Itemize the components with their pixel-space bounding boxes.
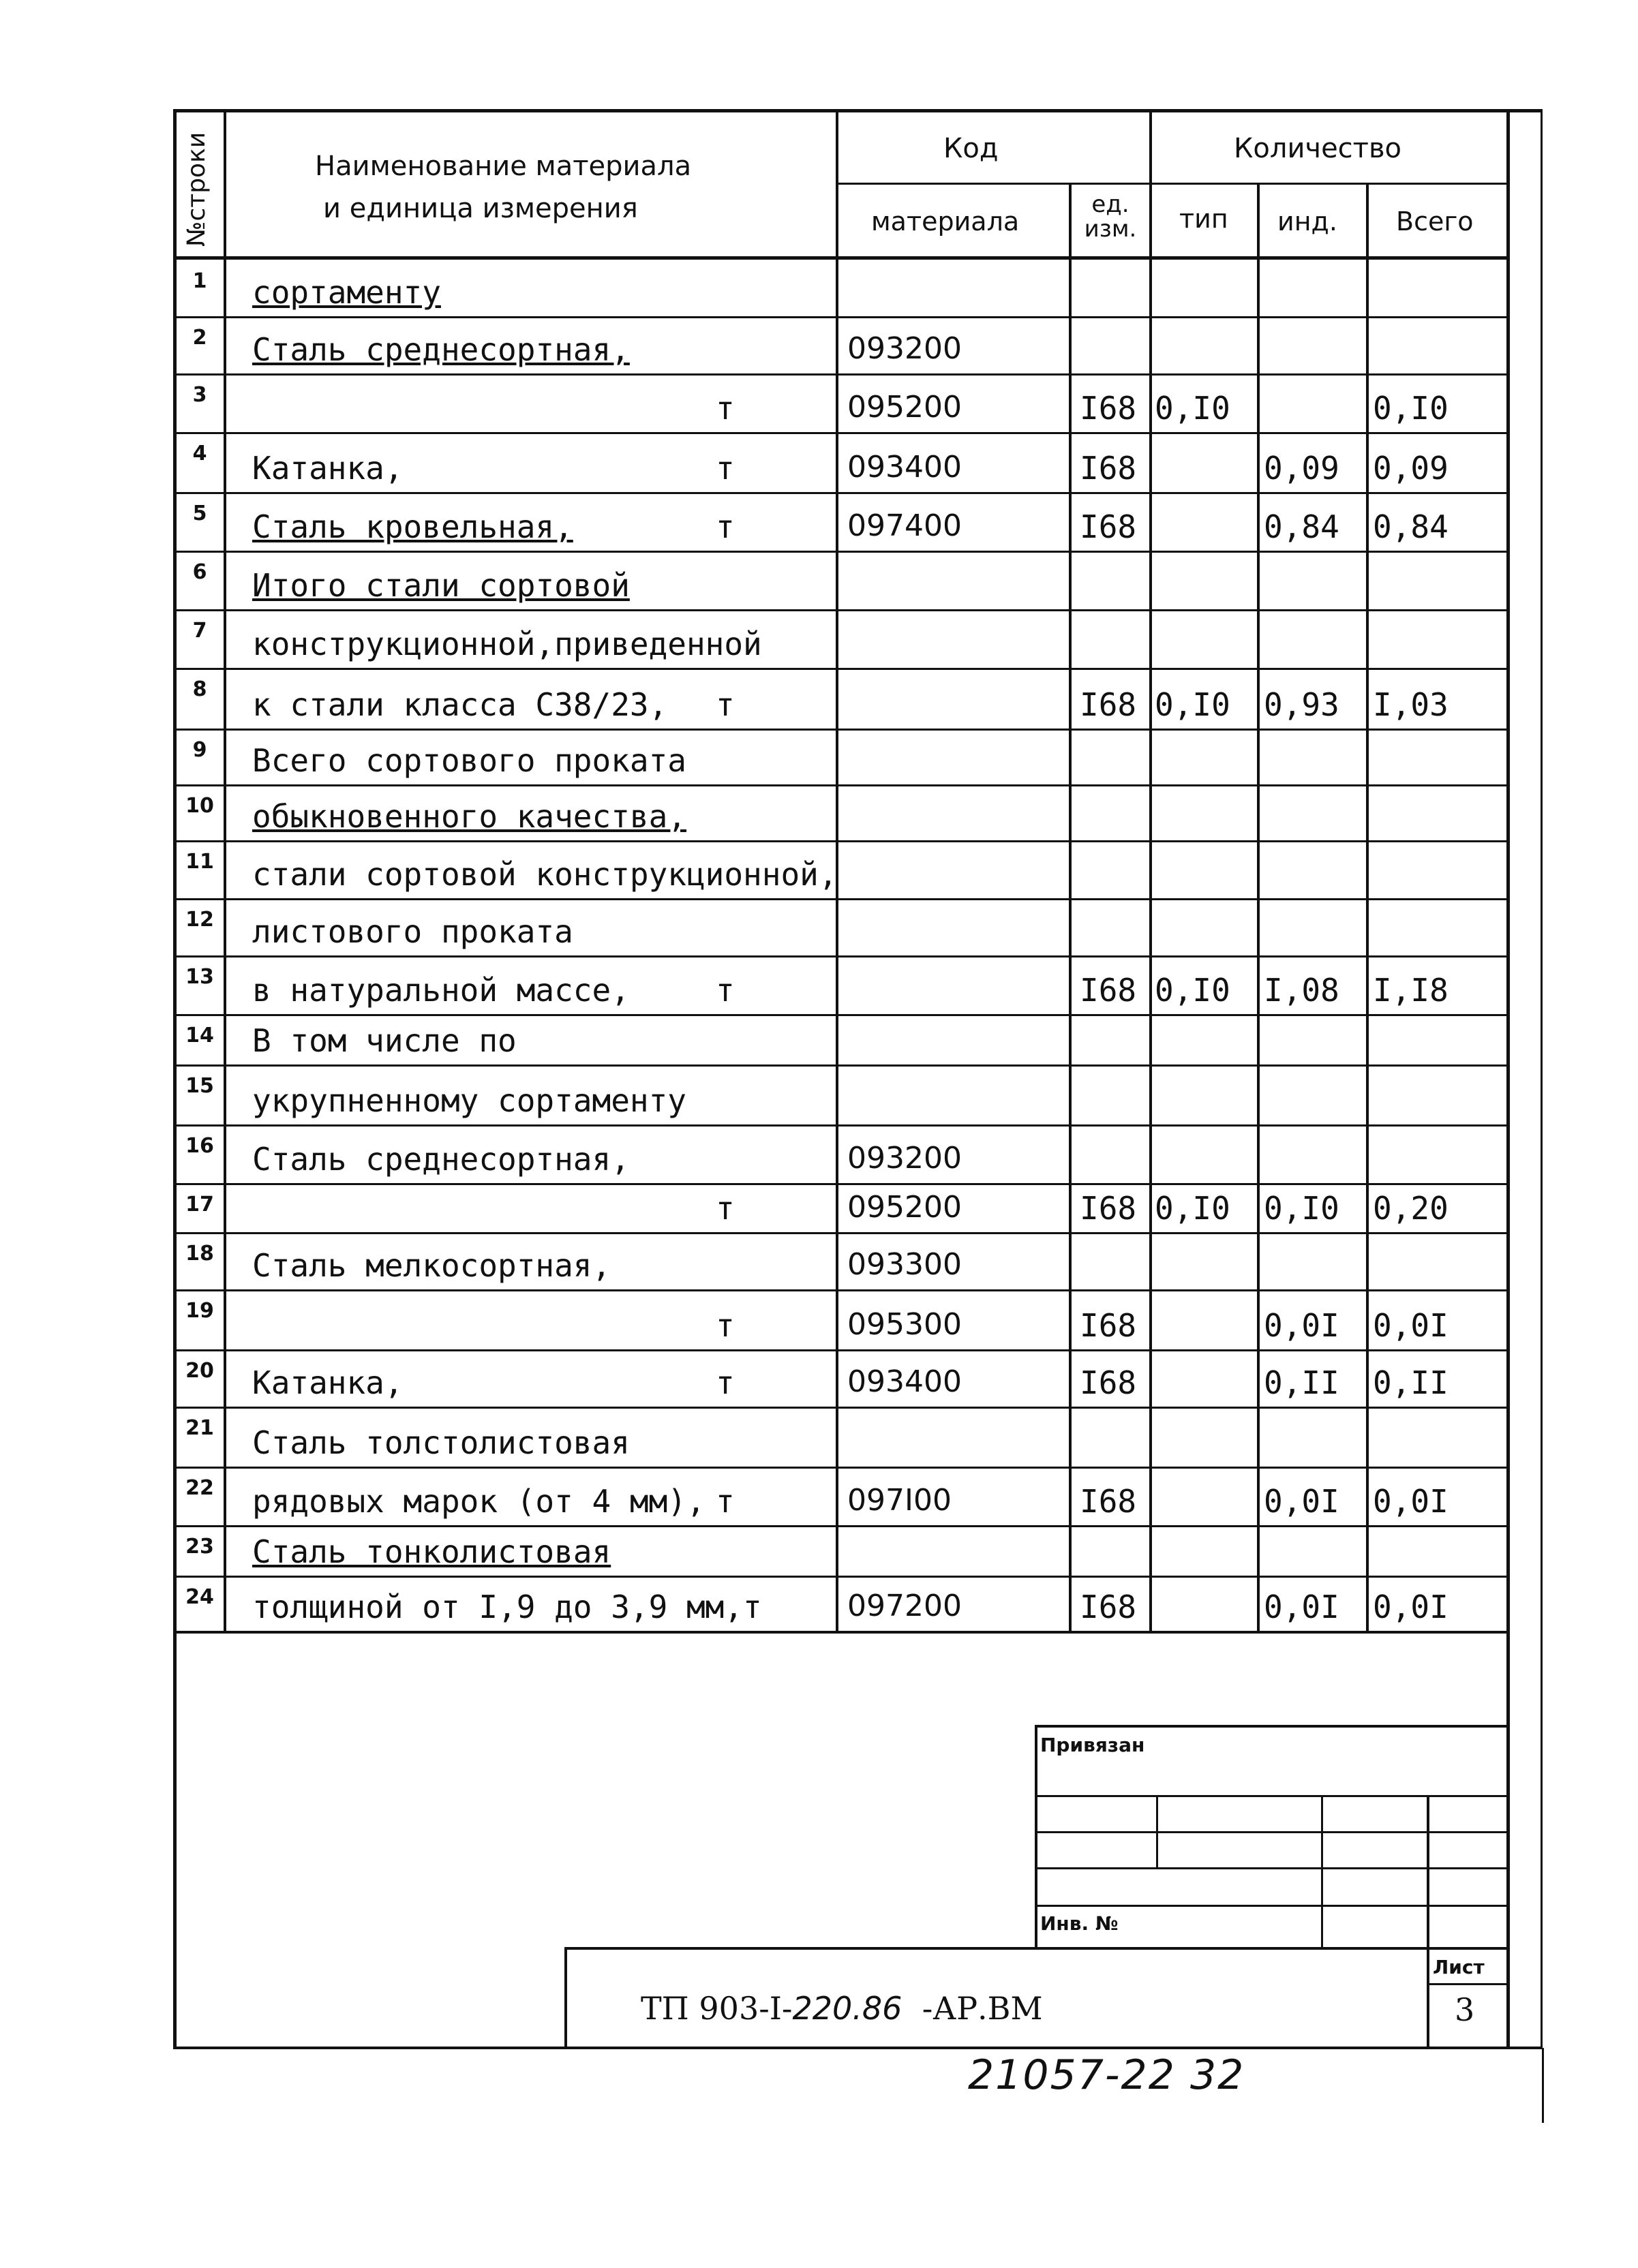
stamp-row-3 (1036, 1867, 1506, 1869)
material-name: Итого стали сортовой (252, 567, 630, 604)
row-number: 11 (185, 850, 214, 874)
stamp-attached-label: Привязан (1040, 1734, 1145, 1756)
row-separator (173, 432, 1506, 434)
cell-unit: I68 (1080, 1367, 1137, 1398)
stamp-attached-top (1036, 1725, 1506, 1728)
doc-code-prefix: ТП 903-I- (641, 1990, 793, 2027)
table-bottom-line (173, 1631, 1506, 1634)
row-number: 19 (185, 1299, 214, 1323)
cell-unit: I68 (1080, 1486, 1137, 1517)
document-code (641, 1990, 1043, 2027)
cell-ind: 0,0I (1264, 1591, 1339, 1623)
cell-unit: I68 (1080, 393, 1137, 424)
material-name: Сталь среднесортная, (252, 331, 630, 368)
row-number: 8 (192, 677, 207, 701)
material-name: В том числе по (252, 1022, 517, 1059)
cell-total: 0,0I (1373, 1310, 1449, 1341)
header-unit-line1: ед. (1091, 191, 1129, 218)
row-number: 10 (185, 794, 214, 818)
row-number: 2 (192, 326, 207, 350)
cell-tip: 0,I0 (1155, 975, 1230, 1006)
right-margin-tick (1542, 2048, 1544, 2123)
row-number: 14 (185, 1024, 214, 1047)
col-line-num (224, 109, 226, 1632)
cell-total: 0,II (1373, 1367, 1449, 1398)
cell-ind: 0,0I (1264, 1310, 1339, 1341)
cell-tip: 0,I0 (1155, 1193, 1230, 1224)
sheet-label-line (1428, 1983, 1506, 1985)
row-number: 23 (185, 1535, 214, 1559)
unit-suffix: т (716, 1483, 735, 1520)
material-name: Сталь тонколистовая (252, 1533, 611, 1570)
cell-total: 0,0I (1373, 1591, 1449, 1623)
material-name: рядовых марок (от 4 мм), (252, 1483, 706, 1520)
sheet-label: Лист (1433, 1956, 1485, 1978)
material-name: толщиной от I,9 до 3,9 мм,т (252, 1589, 762, 1625)
row-number: 5 (192, 502, 207, 525)
cell-code: 093200 (847, 334, 962, 364)
header-code: Код (943, 133, 999, 164)
doc-code-handwritten: 220.86 (792, 1990, 903, 2027)
cell-ind: 0,09 (1264, 453, 1339, 484)
row-separator (173, 784, 1506, 786)
row-separator (173, 373, 1506, 376)
header-unit (1073, 192, 1148, 241)
row-number: 7 (192, 619, 207, 643)
cell-tip: 0,I0 (1155, 689, 1230, 720)
row-separator (173, 316, 1506, 318)
row-number: 21 (185, 1416, 214, 1440)
row-number: 13 (185, 965, 214, 989)
row-separator (173, 729, 1506, 731)
cell-ind: 0,84 (1264, 511, 1339, 542)
unit-suffix: т (716, 972, 735, 1009)
cell-code: 095300 (847, 1310, 962, 1340)
row-number: 3 (192, 383, 207, 407)
cell-tip: 0,I0 (1155, 393, 1230, 424)
unit-suffix: т (716, 450, 735, 487)
cell-total: I,I8 (1373, 975, 1449, 1006)
cell-code: 097I00 (847, 1486, 952, 1516)
row-separator (173, 1467, 1506, 1469)
frame-top-line (173, 109, 1543, 112)
material-name: Сталь среднесортная, (252, 1141, 630, 1178)
row-number: 6 (192, 560, 207, 584)
cell-ind: 0,I0 (1264, 1193, 1339, 1224)
material-name: обыкновенного качества, (252, 798, 686, 835)
row-separator (173, 1064, 1506, 1067)
title-block-left (564, 1947, 567, 2048)
cell-code: 095200 (847, 393, 962, 423)
row-number: 17 (185, 1193, 214, 1216)
material-name: сортаменту (252, 274, 441, 311)
cell-unit: I68 (1080, 689, 1137, 720)
header-type: тип (1179, 204, 1228, 234)
row-number: 20 (185, 1359, 214, 1383)
handwritten-number: 21057-22 32 (968, 2051, 1245, 2099)
cell-ind: 0,93 (1264, 689, 1339, 720)
row-separator (173, 1014, 1506, 1016)
material-name: Катанка, (252, 1364, 404, 1401)
frame-outer-right-line (1541, 109, 1543, 2048)
title-block-top (566, 1947, 1506, 1950)
row-separator (173, 1576, 1506, 1578)
row-separator (173, 1525, 1506, 1527)
cell-code: 095200 (847, 1193, 962, 1223)
row-number: 1 (192, 269, 207, 293)
row-separator (173, 1183, 1506, 1185)
row-separator (173, 551, 1506, 553)
material-name: Катанка, (252, 450, 404, 487)
header-material: материала (871, 206, 1020, 236)
cell-code: 097200 (847, 1591, 962, 1621)
cell-total: 0,20 (1373, 1193, 1449, 1224)
row-number: 15 (185, 1074, 214, 1098)
header-bottom-line (173, 256, 1506, 260)
col-line-type (1257, 183, 1260, 1632)
col-line-unit (1149, 109, 1152, 1632)
row-separator (173, 1232, 1506, 1234)
cell-unit: I68 (1080, 1193, 1137, 1224)
cell-ind: I,08 (1264, 975, 1339, 1006)
row-separator (173, 1407, 1506, 1409)
header-subline (837, 183, 1506, 185)
row-number: 12 (185, 908, 214, 932)
sheet-number: 3 (1455, 1991, 1475, 2028)
cell-unit: I68 (1080, 1310, 1137, 1341)
header-name-line2: и единица измерения (323, 193, 638, 224)
frame-right-line (1506, 109, 1510, 2048)
unit-suffix: т (716, 1307, 735, 1344)
header-ind: инд. (1277, 206, 1337, 236)
row-separator (173, 1289, 1506, 1291)
material-name: Сталь толстолистовая (252, 1424, 630, 1461)
row-separator (173, 492, 1506, 494)
cell-unit: I68 (1080, 511, 1137, 542)
stamp-col-2 (1321, 1795, 1323, 1948)
stamp-attached-left (1035, 1725, 1037, 1948)
row-separator (173, 955, 1506, 957)
cell-code: 093400 (847, 1367, 962, 1397)
row-separator (173, 840, 1506, 842)
row-number: 16 (185, 1134, 214, 1158)
material-name: укрупненному сортаменту (252, 1082, 686, 1119)
cell-total: 0,I0 (1373, 393, 1449, 424)
cell-total: I,03 (1373, 689, 1449, 720)
frame-left-line (173, 109, 177, 2048)
col-line-code (1069, 183, 1072, 1632)
header-total: Всего (1396, 206, 1474, 236)
col-line-ind (1366, 183, 1369, 1632)
doc-code-suffix: -АР.ВМ (922, 1990, 1043, 2027)
unit-suffix: т (716, 1364, 735, 1401)
stamp-inv-label: Инв. № (1040, 1912, 1119, 1935)
unit-suffix: т (716, 1190, 735, 1227)
stamp-row-1 (1036, 1795, 1506, 1797)
row-separator (173, 1349, 1506, 1351)
row-number: 18 (185, 1242, 214, 1266)
material-name: стали сортовой конструкционной, (252, 856, 838, 893)
cell-unit: I68 (1080, 453, 1137, 484)
row-number: 9 (192, 738, 207, 762)
unit-suffix: т (716, 508, 735, 545)
cell-unit: I68 (1080, 1591, 1137, 1623)
cell-code: 097400 (847, 511, 962, 541)
cell-total: 0,84 (1373, 511, 1449, 542)
unit-suffix: т (716, 390, 735, 427)
row-separator (173, 898, 1506, 900)
stamp-row-2 (1036, 1831, 1506, 1833)
material-name: конструкционной,приведенной (252, 626, 762, 662)
header-quantity: Количество (1234, 133, 1402, 164)
header-row-number: №строки (183, 132, 211, 247)
row-number: 24 (185, 1585, 214, 1609)
material-name: Всего сортового проката (252, 742, 686, 779)
cell-total: 0,09 (1373, 453, 1449, 484)
material-name: листового проката (252, 913, 573, 950)
cell-total: 0,0I (1373, 1486, 1449, 1517)
header-unit-line2: изм. (1084, 215, 1137, 243)
cell-unit: I68 (1080, 975, 1137, 1006)
material-name: к стали класса С38/23, (252, 686, 668, 723)
material-name: Сталь мелкосортная, (252, 1247, 611, 1284)
cell-code: 093400 (847, 453, 962, 482)
material-name: Сталь кровельная, (252, 508, 573, 545)
cell-code: 093200 (847, 1144, 962, 1174)
material-name: в натуральной массе, (252, 972, 630, 1009)
row-number: 22 (185, 1476, 214, 1500)
cell-ind: 0,0I (1264, 1486, 1339, 1517)
row-separator (173, 609, 1506, 611)
cell-ind: 0,II (1264, 1367, 1339, 1398)
stamp-col-1 (1156, 1795, 1158, 1869)
row-separator (173, 668, 1506, 670)
stamp-col-3 (1427, 1795, 1429, 2047)
row-number: 4 (192, 442, 207, 465)
unit-suffix: т (716, 686, 735, 723)
row-separator (173, 1124, 1506, 1127)
header-name-line1: Наименование материала (315, 151, 692, 182)
stamp-row-4 (1036, 1905, 1506, 1907)
page-bottom-line (173, 2047, 1543, 2049)
cell-code: 093300 (847, 1250, 962, 1280)
